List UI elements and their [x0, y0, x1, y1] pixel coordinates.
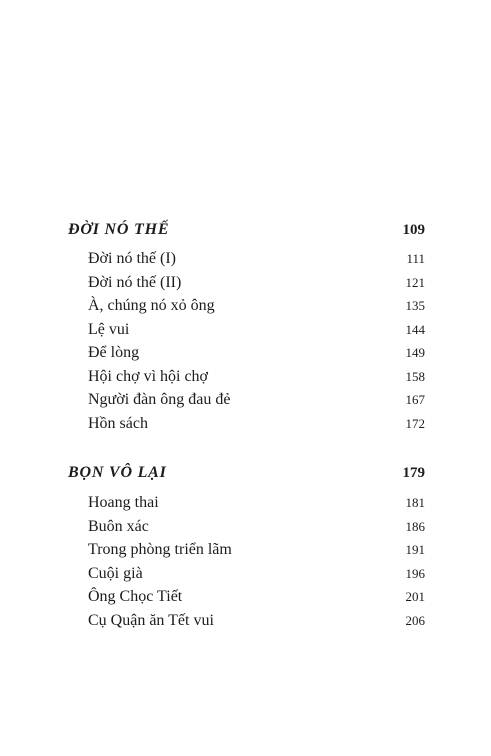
entry-title: Hoang thai	[88, 494, 159, 511]
toc-entry	[0, 586, 491, 610]
toc-entry	[0, 342, 491, 366]
entry-title: À, chúng nó xỏ ông	[88, 297, 215, 314]
toc-entry	[0, 539, 491, 563]
entry-page-number: 135	[405, 298, 425, 313]
entry-page-number: 111	[406, 251, 425, 266]
section-title: BỌN VÔ LẠI	[68, 464, 167, 481]
entry-page-number: 158	[405, 369, 425, 384]
entry-page-number: 172	[405, 416, 425, 431]
entry-title: Trong phòng triển lãm	[88, 541, 232, 558]
entry-page-number: 186	[405, 519, 425, 534]
entry-page-number: 201	[405, 589, 425, 604]
entry-title: Lệ vui	[88, 321, 130, 338]
entry-page-number: 196	[405, 566, 425, 581]
entry-title: Cụ Quận ăn Tết vui	[88, 612, 214, 629]
toc-entry	[0, 295, 491, 319]
entry-page-number: 144	[405, 322, 425, 337]
entry-title: Hồn sách	[88, 415, 148, 432]
entry-page-number: 181	[405, 495, 425, 510]
entry-page-number: 149	[405, 345, 425, 360]
toc-entry	[0, 516, 491, 540]
entry-page-number: 191	[405, 542, 425, 557]
entry-title: Ông Chọc Tiết	[88, 588, 183, 605]
entry-title: Hội chợ vì hội chợ	[88, 368, 209, 385]
toc-entry	[0, 389, 491, 413]
entry-page-number: 121	[405, 275, 425, 290]
section-page-number: 179	[402, 465, 425, 481]
toc-entry	[0, 319, 491, 343]
section-heading	[0, 219, 491, 243]
entry-title: Để lòng	[88, 344, 140, 361]
toc-entry	[0, 272, 491, 296]
section-heading	[0, 462, 491, 486]
section-page-number: 109	[402, 222, 425, 238]
entry-title: Cuội già	[88, 565, 143, 582]
entry-title: Đời nó thế (I)	[88, 250, 176, 267]
toc-entry	[0, 563, 491, 587]
entry-title: Buôn xác	[88, 518, 149, 535]
toc-entry	[0, 366, 491, 390]
entry-title: Đời nó thế (II)	[88, 274, 182, 291]
toc-entry	[0, 492, 491, 516]
entry-page-number: 167	[405, 392, 425, 407]
entry-title: Người đàn ông đau đẻ	[88, 391, 231, 408]
section-title: ĐỜI NÓ THẾ	[68, 221, 170, 238]
entry-page-number: 206	[405, 613, 425, 628]
toc-entry	[0, 413, 491, 437]
toc-entry	[0, 610, 491, 634]
toc-entry	[0, 248, 491, 272]
